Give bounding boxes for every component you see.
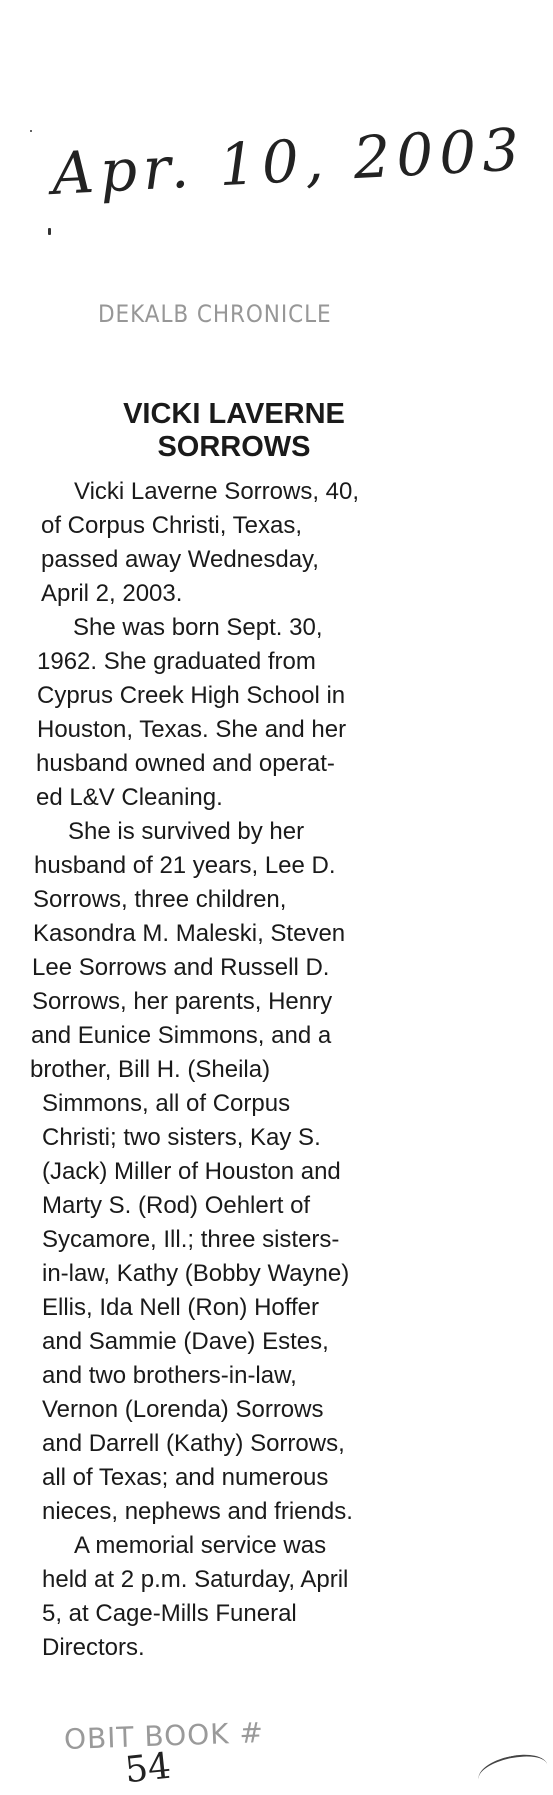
body-line: all of Texas; and numerous xyxy=(42,1464,329,1491)
body-line: A memorial service was xyxy=(74,1532,327,1559)
body-line: of Corpus Christi, Texas, xyxy=(41,512,302,539)
handwritten-book-number: 54 xyxy=(122,1745,173,1792)
body-line: 5, at Cage-Mills Funeral xyxy=(42,1600,297,1627)
body-line: April 2, 2003. xyxy=(41,580,183,607)
handwritten-date: Apr. 10, 2003 xyxy=(50,115,527,208)
body-line: Simmons, all of Corpus xyxy=(42,1090,291,1117)
body-line: husband owned and operat- xyxy=(36,750,335,777)
headline-line-1: VICKI LAVERNE xyxy=(123,398,345,430)
body-line: in-law, Kathy (Bobby Wayne) xyxy=(42,1260,350,1287)
body-line: (Jack) Miller of Houston and xyxy=(42,1158,341,1185)
body-line: Vicki Laverne Sorrows, 40, xyxy=(74,478,360,505)
body-line: brother, Bill H. (Sheila) xyxy=(30,1056,271,1083)
body-line: Sycamore, Ill.; three sisters- xyxy=(42,1226,340,1253)
body-line: and Sammie (Dave) Estes, xyxy=(42,1328,329,1355)
body-line: Ellis, Ida Nell (Ron) Hoffer xyxy=(42,1294,319,1321)
body-line: husband of 21 years, Lee D. xyxy=(34,852,336,879)
body-line: Vernon (Lorenda) Sorrows xyxy=(42,1396,324,1423)
body-line: She is survived by her xyxy=(68,818,305,845)
body-line: Kasondra M. Maleski, Steven xyxy=(33,920,346,947)
body-line: passed away Wednesday, xyxy=(41,546,319,573)
body-line: Lee Sorrows and Russell D. xyxy=(32,954,330,981)
body-line: and Darrell (Kathy) Sorrows, xyxy=(42,1430,345,1457)
body-line: 1962. She graduated from xyxy=(37,648,316,675)
headline-line-2: SORROWS xyxy=(157,431,311,463)
obit-book-stamp: OBIT BOOK # xyxy=(63,1716,265,1756)
body-line: Cyprus Creek High School in xyxy=(37,682,346,709)
body-line: held at 2 p.m. Saturday, April xyxy=(42,1566,349,1593)
body-line: Sorrows, three children, xyxy=(33,886,287,913)
body-line: Houston, Texas. She and her xyxy=(37,716,347,743)
body-line: Marty S. (Rod) Oehlert of xyxy=(42,1192,311,1219)
body-line: and two brothers-in-law, xyxy=(42,1362,297,1389)
body-line: Christi; two sisters, Kay S. xyxy=(42,1124,321,1151)
body-line: and Eunice Simmons, and a xyxy=(31,1022,332,1049)
body-line: Directors. xyxy=(42,1634,145,1661)
body-line: Sorrows, her parents, Henry xyxy=(32,988,333,1015)
body-line: ed L&V Cleaning. xyxy=(36,784,223,811)
body-line: nieces, nephews and friends. xyxy=(42,1498,353,1525)
newspaper-name-stamp: DEKALB CHRONICLE xyxy=(98,300,332,328)
body-line: She was born Sept. 30, xyxy=(73,614,323,641)
